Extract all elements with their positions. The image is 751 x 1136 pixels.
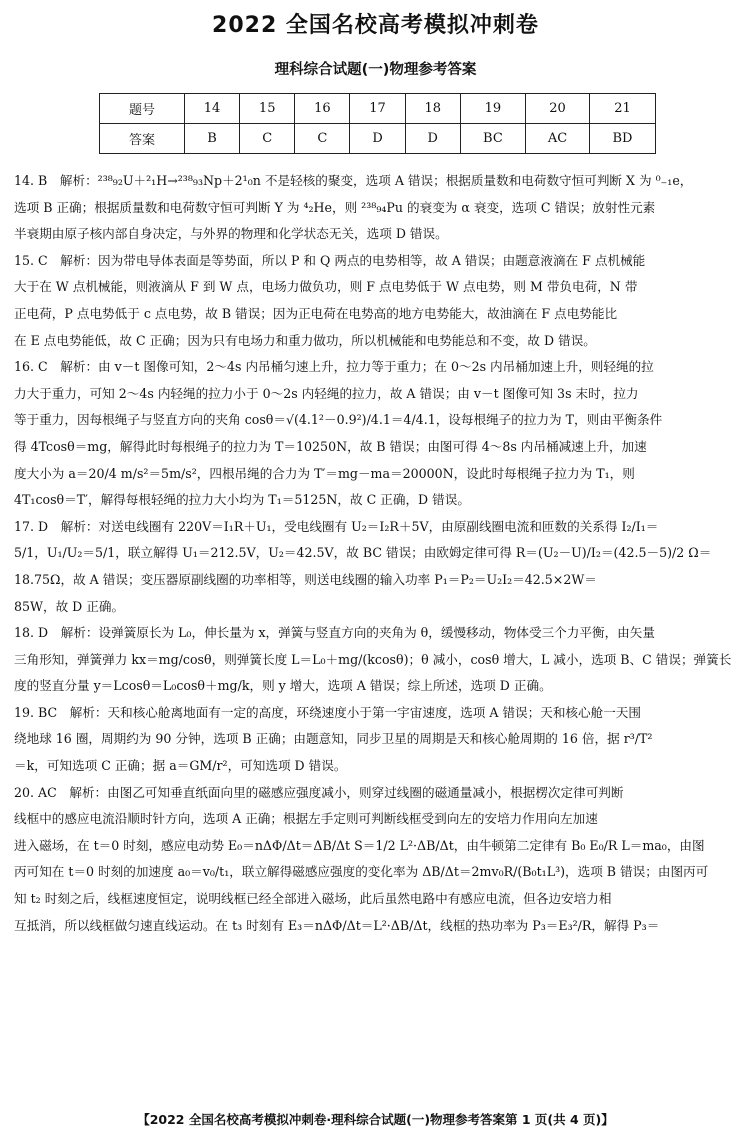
solution-line: 5/1，U₁/U₂＝5/1，联立解得 U₁＝212.5V，U₂＝42.5V，故 BC 错误；由欧姆定律可得 R＝(U₂－U)/I₂＝(42.5－5)/2 Ω＝ (14, 545, 712, 561)
page-footer: 【2022 全国名校高考模拟冲刺卷·理科综合试题(一)物理参考答案第 1 页(共 4 页)】 (137, 1112, 614, 1127)
page-title: 2022 全国名校高考模拟冲刺卷 (212, 13, 539, 38)
answer-cell: C (240, 124, 295, 154)
solution-line: 绕地球 16 圈，周期约为 90 分钟，选项 B 正确；由题意知，同步卫星的周期是天和核心舱周期的 16 倍，据 r³/T² (14, 731, 653, 747)
solution-line: 半衰期由原子核内部自身决定，与外界的物理和化学状态无关，选项 D 错误。 (14, 226, 448, 242)
solution-line: 在 E 点电势能低，故 C 正确；因为只有电场力和重力做功，所以机械能和电势能总和不变，故 D 错误。 (14, 332, 596, 348)
question-number-cell: 17 (350, 94, 405, 124)
solution-line: 15. C 解析：因为带电导体表面是等势面，所以 P 和 Q 两点的电势相等，故 A 错误；由题意液滴在 F 点机械能 (14, 252, 646, 268)
answer-cell: C (295, 124, 350, 154)
solution-line: 等于重力，因每根绳子与竖直方向的夹角 cosθ＝√(4.1²－0.9²)/4.1＝4/4.1，设每根绳子的拉力为 T，则由平衡条件 (14, 412, 663, 428)
solution-line: 16. C 解析：由 v－t 图像可知，2～4s 内吊桶匀速上升，拉力等于重力；在 0～2s 内吊桶加速上升，则轻绳的拉 (14, 359, 654, 375)
solution-line: 17. D 解析：对送电线圈有 220V＝I₁R＋U₁，受电线圈有 U₂＝I₂R＋5V，由原副线圈电流和匝数的关系得 I₂/I₁＝ (14, 518, 659, 534)
solution-line: 85W，故 D 正确。 (14, 598, 125, 614)
solution-line: 丙可知在 t＝0 时刻的加速度 a₀＝v₀/t₁，联立解得磁感应强度的变化率为 ΔB/Δt＝2mv₀R/(B₀t₁L³)，选项 B 错误；由图丙可 (14, 864, 709, 880)
question-number-cell: 15 (240, 94, 295, 124)
solution-19 (14, 700, 738, 780)
solution-line: 线框中的感应电流沿顺时针方向，选项 A 正确；根据左手定则可判断线框受到向左的安培力作用向左加速 (14, 811, 598, 827)
question-number-cell: 19 (460, 94, 525, 124)
question-number-cell: 14 (184, 94, 239, 124)
solution-14 (14, 168, 738, 248)
solution-line: 知 t₂ 时刻之后，线框速度恒定，说明线框已经全部进入磁场，此后虽然电路中有感应电流，但各边安培力相 (14, 891, 612, 907)
solution-line: 选项 B 正确；根据质量数和电荷数守恒可判断 Y 为 ⁴₂He，则 ²³⁸₉₄Pu 的衰变为 α 衰变，选项 C 错误；放射性元素 (14, 199, 656, 215)
answer-cell: D (405, 124, 460, 154)
answer-cell: BD (589, 124, 655, 154)
solution-line: 20. AC 解析：由图乙可知垂直纸面向里的磁感应强度减小，则穿过线圈的磁通量减小，根据楞次定律可判断 (14, 784, 624, 800)
answer-cell: AC (526, 124, 590, 154)
question-number-cell: 21 (589, 94, 655, 124)
answer-table (99, 93, 656, 154)
answer-cell: D (350, 124, 405, 154)
solution-line: 进入磁场，在 t＝0 时刻，感应电动势 E₀＝nΔΦ/Δt＝ΔB/Δt S＝1/2 L²·ΔB/Δt，由牛顿第二定律有 B₀ E₀/R L＝ma₀，由图 (14, 837, 705, 853)
solution-line: 力大于重力，可知 2～4s 内轻绳的拉力小于 0～2s 内轻绳的拉力，故 A 错误；由 v－t 图像可知 3s 末时，拉力 (14, 385, 639, 401)
solution-15 (14, 248, 738, 354)
question-number-cell: 16 (295, 94, 350, 124)
solution-line: 4T₁cosθ＝T′，解得每根轻绳的拉力大小均为 T₁＝5125N，故 C 正确，D 错误。 (14, 492, 470, 508)
solution-line: 得 4Tcosθ＝mg，解得此时每根绳子的拉力为 T＝10250N，故 B 错误；由图可得 4～8s 内吊桶减速上升，加速 (14, 438, 647, 454)
solution-18 (14, 620, 738, 700)
answer-cell: BC (460, 124, 525, 154)
solution-line: 度的竖直分量 y＝Lcosθ＝L₀cosθ＋mg/k，则 y 增大，选项 A 错误；综上所述，选项 D 正确。 (14, 678, 552, 694)
question-number-cell: 18 (405, 94, 460, 124)
solution-line: 互抵消，所以线框做匀速直线运动。在 t₃ 时刻有 E₃＝nΔΦ/Δt＝L²·ΔB/Δt，线框的热功率为 P₃＝E₃²/R，解得 P₃＝ (14, 917, 660, 933)
solution-16 (14, 354, 738, 514)
solution-line: 三角形知，弹簧弹力 kx＝mg/cosθ，则弹簧长度 L＝L₀＋mg/(kcosθ)；θ 减小，cosθ 增大，L 减小，选项 B、C 错误；弹簧长 (14, 651, 732, 667)
answer-cell: B (184, 124, 239, 154)
header-label-cell: 题号 (100, 94, 185, 124)
solution-17 (14, 514, 738, 620)
solution-line: 19. BC 解析：天和核心舱离地面有一定的高度，环绕速度小于第一宇宙速度，选项 A 错误；天和核心舱一天围 (14, 704, 641, 720)
solution-line: 18. D 解析：设弹簧原长为 L₀，伸长量为 x，弹簧与竖直方向的夹角为 θ，缓慢移动，物体受三个力平衡，由矢量 (14, 625, 655, 641)
solution-line: 大于在 W 点机械能，则液滴从 F 到 W 点，电场力做负功，则 F 点电势低于 W 点电势，则 M 带负电荷，N 带 (14, 279, 638, 295)
answer-label-cell: 答案 (100, 124, 185, 154)
question-number-cell: 20 (526, 94, 590, 124)
solution-20 (14, 780, 738, 940)
page-subtitle: 理科综合试题(一)物理参考答案 (274, 62, 477, 78)
solution-line: 14. B 解析：²³⁸₉₂U＋²₁H→²³⁸₉₃Np＋2¹₀n 不是轻核的聚变，选项 A 错误；根据质量数和电荷数守恒可判断 X 为 ⁰₋₁e， (14, 173, 693, 188)
answer-table-answer-row (100, 124, 656, 154)
solution-line: 18.75Ω，故 A 错误；变压器原副线圈的功率相等，则送电线圈的输入功率 P₁＝P₂＝U₂I₂＝42.5×2W＝ (14, 571, 597, 587)
answer-table-header-row (100, 94, 656, 124)
solution-line: 正电荷，P 点电势低于 c 点电势，故 B 错误；因为正电荷在电势高的地方电势能大，故油滴在 F 点电势能比 (14, 305, 618, 321)
solution-line: 度大小为 a＝20/4 m/s²＝5m/s²，四根吊绳的合力为 T′＝mg－ma＝20000N，设此时每根绳子拉力为 T₁，则 (14, 465, 635, 481)
solutions-body (14, 168, 738, 939)
solution-line: ＝k，可知选项 C 正确；据 a＝GM/r²，可知选项 D 错误。 (14, 758, 347, 774)
